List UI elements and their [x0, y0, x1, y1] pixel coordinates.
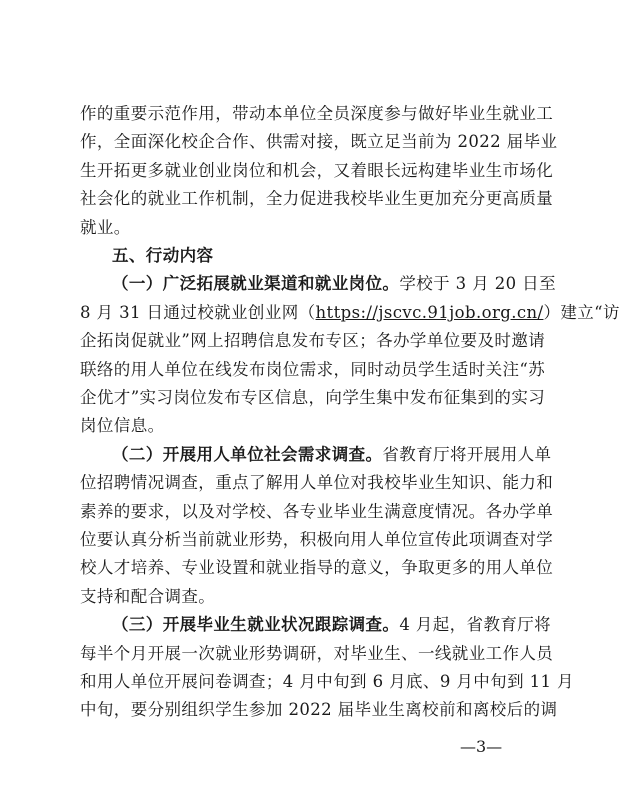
item1-line-5: 企优才”实习岗位发布专区信息，向学生集中发布征集到的实习: [80, 388, 546, 407]
item3-line-3: 和用人单位开展问卷调查；4 月中旬到 6 月底、9 月中旬到 11 月: [80, 672, 574, 691]
item3-line-2: 每半个月开展一次就业形势调研，对毕业生、一线就业工作人员: [80, 644, 554, 663]
item2-line-5: 校人才培养、专业设置和就业指导的意义，争取更多的用人单位: [80, 558, 554, 577]
item2-line-1: [112, 445, 551, 465]
item1-line-6: 岗位信息。: [80, 416, 165, 435]
item2-line-4: 位要认真分析当前就业形势，积极向用人单位宣传此项调查对学: [80, 530, 554, 549]
page-number: —3—: [460, 737, 503, 756]
website-link[interactable]: https://jscvc.91job.org.cn/: [315, 303, 544, 322]
item1-line2-suffix: ）建立“访: [543, 303, 620, 322]
item3-title: （三）开展毕业生就业状况跟踪调查。: [112, 615, 400, 634]
intro-line-1: 作的重要示范作用，带动本单位全员深度参与做好毕业生就业工: [80, 104, 554, 123]
section-heading: 五、行动内容: [112, 246, 214, 265]
item1-title: （一）广泛拓展就业渠道和就业岗位。: [112, 274, 400, 293]
item1-line-3: 企拓岗促就业”网上招聘信息发布专区；各办学单位要及时邀请: [80, 331, 546, 350]
item1-line-4: 联络的用人单位在线发布岗位需求，同时动员学生适时关注“苏: [80, 360, 546, 379]
intro-line-2: 作，全面深化校企合作、供需对接，既立足当前为 2022 届毕业: [80, 132, 558, 151]
item3-line1-rest: 4 月起，省教育厅将: [399, 615, 552, 634]
item3-line-4: 中旬，要分别组织学生参加 2022 届毕业生离校前和离校后的调: [80, 700, 558, 719]
intro-line-3: 生开拓更多就业创业岗位和机会，又着眼长远构建毕业生市场化: [80, 161, 554, 180]
item1-line1-rest: 学校于 3 月 20 日至: [399, 274, 556, 293]
item2-line-3: 素养的要求，以及对学校、各专业毕业生满意度情况。各办学单: [80, 502, 554, 521]
item1-line2-prefix: 8 月 31 日通过校就业创业网（: [80, 303, 316, 322]
intro-line-5: 就业。: [80, 218, 131, 237]
item2-line1-rest: 省教育厅将开展用人单: [382, 445, 552, 464]
intro-line-4: 社会化的就业工作机制，全力促进我校毕业生更加充分更高质量: [80, 189, 554, 208]
item2-line-6: 支持和配合调查。: [80, 587, 216, 606]
item2-line-2: 位招聘情况调查，重点了解用人单位对我校毕业生知识、能力和: [80, 473, 554, 492]
item1-line-1: [112, 274, 556, 294]
item1-line-2: [80, 303, 620, 323]
item2-title: （二）开展用人单位社会需求调查。: [112, 445, 383, 464]
item3-line-1: [112, 615, 551, 635]
